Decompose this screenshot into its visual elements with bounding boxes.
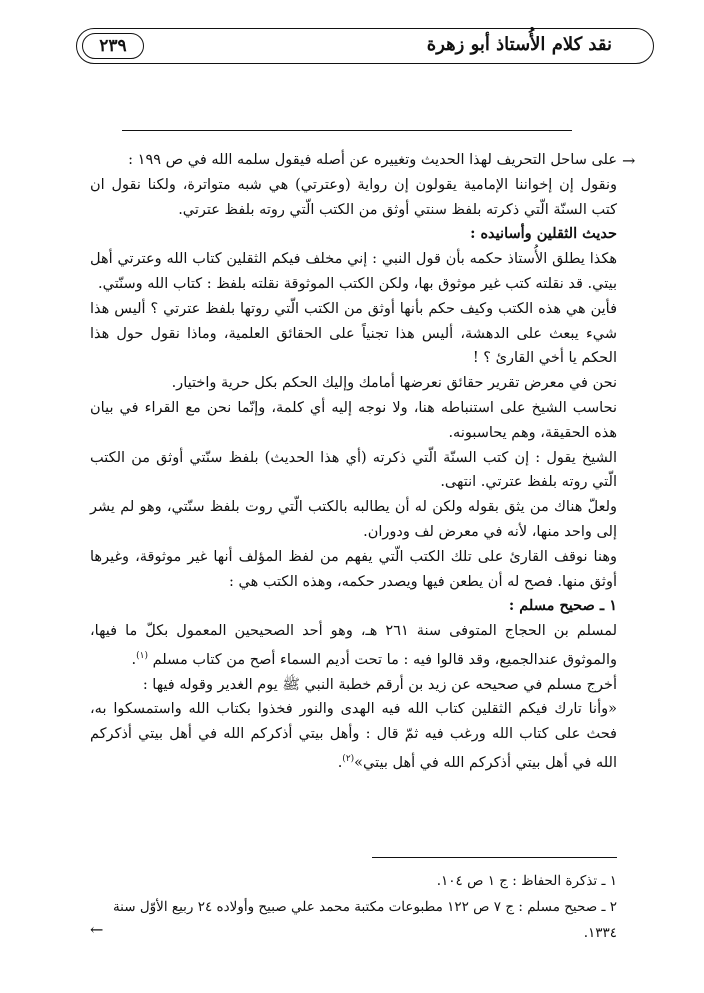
footnote: ٢ ـ صحيح مسلم : ج ٧ ص ١٢٢ مطبوعات مكتبة محمد علي صبيح وأولاده ٢٤ ربيع الأوّل سنة ١٣٣٤.	[112, 899, 617, 941]
paragraph: أخرج مسلم في صحيحه عن زيد بن أرقم خطبة النبي ﷺ يوم الغدير وقوله فيها :	[142, 676, 617, 693]
paragraph-text: «وأنا تارك فيكم الثقلين كتاب الله فيه الهدى والنور فخذوا بكتاب الله واستمسكوا به، فحث على كتاب الله ورغب فيه ثمّ قال : وأهل بيتي أذكركم الله في أهل بيتي أذكركم الله في أهل بيتي أذكركم الله في أهل بيتي»	[90, 701, 617, 771]
paragraph: وهنا نوقف القارئ على تلك الكتب الّتي يفهم من لفظ المؤلف أنها غير موثوقة، وغيرها أوثق منها. فصح له أن يطعن فيها ويصدر حكمه، وهذه الكتب هي :	[90, 548, 617, 590]
running-header-title: نقد كلام الأُستاذ أبو زهرة	[426, 34, 612, 55]
punctuation: .	[131, 651, 137, 668]
footnote-rule	[372, 857, 617, 858]
paragraph: فأين هي هذه الكتب وكيف حكم بأنها أوثق من الكتب الّتي روتها بلفظ عترتي ؟ أليس هذا شيء يبعث على الدهشة، أليس هذا تجنياً على الحقائق العلمية، وماذا نقول حول هذا الحكم يا أخي القارئ ؟ !	[90, 300, 617, 367]
footnotes	[90, 868, 617, 946]
main-text	[90, 148, 617, 776]
footnote: ١ ـ تذكرة الحفاظ : ج ١ ص ١٠٤.	[436, 873, 617, 889]
continuation-arrow-icon: →	[622, 151, 636, 170]
punctuation: .	[337, 754, 343, 771]
page-number: ٢٣٩	[82, 33, 144, 59]
paragraph: هكذا يطلق الأُستاذ حكمه بأن قول النبي : إني مخلف فيكم الثقلين كتاب الله وعترتي أهل بيتي. قد نقلته كتب غير موثوق بها، ولكن الكتب الموثوقة نقلته بلفظ : كتاب الله وسنّتي.	[90, 251, 617, 292]
section-heading: ١ ـ صحيح مسلم :	[508, 597, 617, 615]
paragraph: ونقول إن إخواننا الإمامية يقولون إن رواية (وعترتي) هي شبه متواترة، ولكنا نقول ان كتب السنّة الّتي ذكرته بلفظ سنتي أوثق من الكتب الّتي روته بلفظ عترتي.	[90, 176, 617, 218]
footnote-ref: (١)	[136, 650, 148, 661]
paragraph	[90, 619, 617, 672]
paragraph: نحن في معرض تقرير حقائق نعرضها أمامك وإليك الحكم بكل حرية واختيار.	[171, 375, 617, 392]
footnote-ref: (٢)	[342, 753, 355, 764]
section-heading: حديث الثقلين وأسانيده :	[470, 225, 617, 243]
paragraph: على ساحل التحريف لهذا الحديث وتغييره عن أصله فيقول سلمه الله في ص ١٩٩ :	[128, 152, 617, 168]
paragraph: نحاسب الشيخ على استنباطه هنا، ولا نوجه إليه أي كلمة، وإنّما نحن مع القراء في بيان هذه الحقيقة، وهم يحاسبونه.	[90, 399, 617, 441]
paragraph-text: لمسلم بن الحجاج المتوفى سنة ٢٦١ هـ، وهو أحد الصحيحين المعمول بكلّ ما فيها، والموثوق عندالجميع، وقد قالوا فيه : ما تحت أديم السماء أصح من كتاب مسلم	[90, 623, 618, 668]
paragraph: ولعلّ هناك من يثق بقوله ولكن له أن يطالبه بالكتب الّتي روت بلفظ سنّتي، وهو لم يشر إلى واحد منها، لأنه في معرض لف ودوران.	[90, 499, 617, 540]
paragraph: الشيخ يقول : إن كتب السنّة الّتي ذكرته (أي هذا الحديث) بلفظ سنّتي أوثق من الكتب الّتي روته بلفظ عترتي. انتهى.	[90, 449, 617, 491]
continuation-arrow-icon: ←	[90, 920, 104, 939]
paragraph	[90, 697, 617, 775]
header-rule	[122, 130, 572, 131]
